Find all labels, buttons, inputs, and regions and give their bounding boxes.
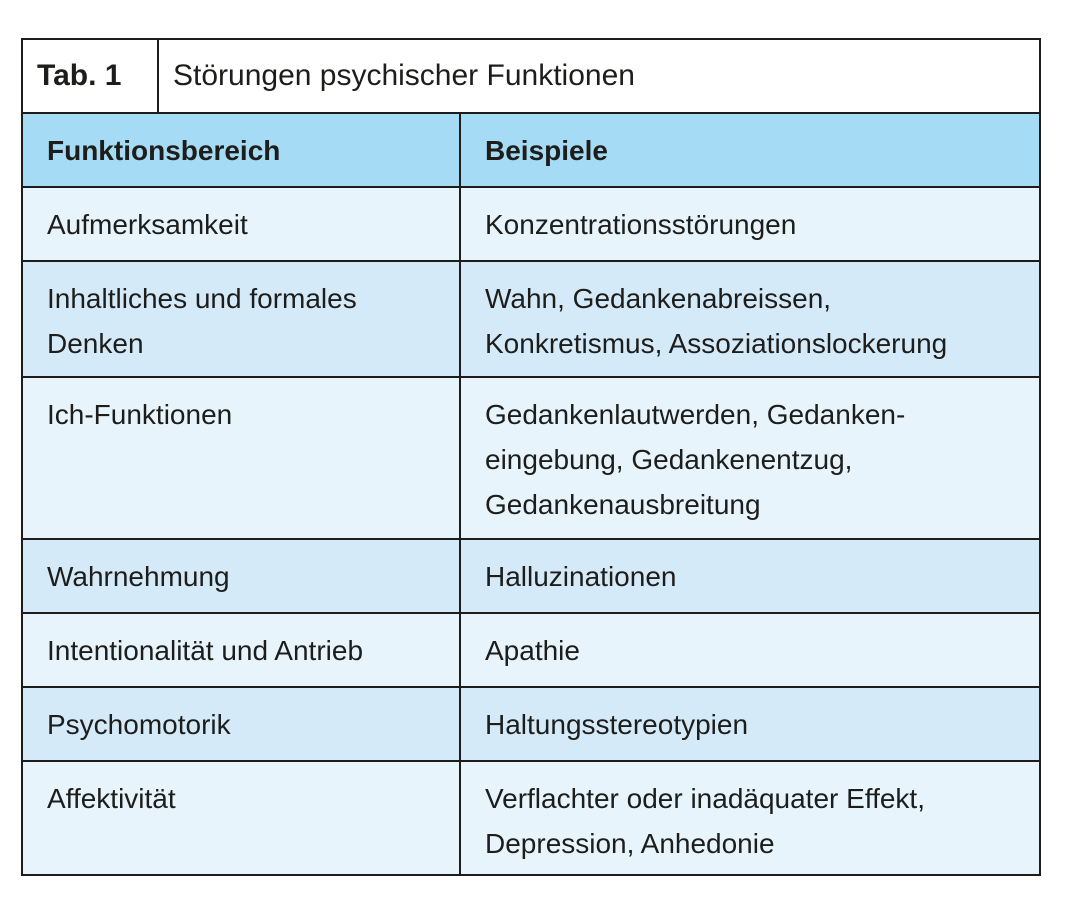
table-caption	[23, 40, 1039, 114]
table-row	[23, 260, 1039, 376]
table-number: Tab. 1	[23, 40, 159, 112]
cell-line: Psychomotorik	[47, 709, 231, 740]
table-body	[23, 114, 1039, 874]
cell-line: Inhaltliches und formales	[47, 283, 357, 314]
cell-line: Wahrnehmung	[47, 561, 230, 592]
cell-line: Wahn, Gedankenabreissen,	[485, 283, 832, 314]
table	[21, 38, 1041, 876]
cell-line: Gedankenausbreitung	[485, 489, 761, 520]
table-header-row	[23, 114, 1039, 186]
table-row	[23, 376, 1039, 538]
table-title: Störungen psychischer Funktionen	[173, 59, 635, 92]
cell-line: eingebung, Gedankenentzug,	[485, 444, 853, 475]
cell-funktionsbereich	[23, 378, 461, 538]
cell-funktionsbereich	[23, 188, 461, 260]
cell-funktionsbereich	[23, 614, 461, 686]
cell-beispiele	[461, 262, 1039, 376]
cell-line: Halluzinationen	[485, 561, 677, 592]
cell-beispiele	[461, 688, 1039, 760]
table-row	[23, 686, 1039, 760]
cell-beispiele	[461, 188, 1039, 260]
table-row	[23, 760, 1039, 874]
cell-line: Verflachter oder inadäquater Effekt,	[485, 783, 925, 814]
column-header-funktionsbereich: Funktionsbereich	[23, 114, 461, 186]
cell-beispiele	[461, 540, 1039, 612]
cell-line: Gedankenlautwerden, Gedanken-	[485, 399, 906, 430]
table-row	[23, 612, 1039, 686]
cell-line: Ich-Funktionen	[47, 399, 233, 430]
cell-funktionsbereich	[23, 688, 461, 760]
column-header-beispiele: Beispiele	[485, 134, 608, 166]
cell-line: Denken	[47, 328, 144, 359]
table-row	[23, 186, 1039, 260]
cell-beispiele	[461, 378, 1039, 538]
cell-line: Konkretismus, Assoziationslockerung	[485, 328, 948, 359]
cell-line: Konzentrationsstörungen	[485, 209, 797, 240]
cell-funktionsbereich	[23, 262, 461, 376]
cell-line: Affektivität	[47, 783, 176, 814]
cell-funktionsbereich	[23, 540, 461, 612]
cell-beispiele	[461, 762, 1039, 874]
cell-line: Intentionalität und Antrieb	[47, 635, 364, 666]
cell-line: Apathie	[485, 635, 580, 666]
cell-beispiele	[461, 614, 1039, 686]
cell-line: Haltungsstereotypien	[485, 709, 749, 740]
cell-funktionsbereich	[23, 762, 461, 874]
cell-line: Depression, Anhedonie	[485, 828, 775, 859]
cell-line: Aufmerksamkeit	[47, 209, 248, 240]
table-row	[23, 538, 1039, 612]
